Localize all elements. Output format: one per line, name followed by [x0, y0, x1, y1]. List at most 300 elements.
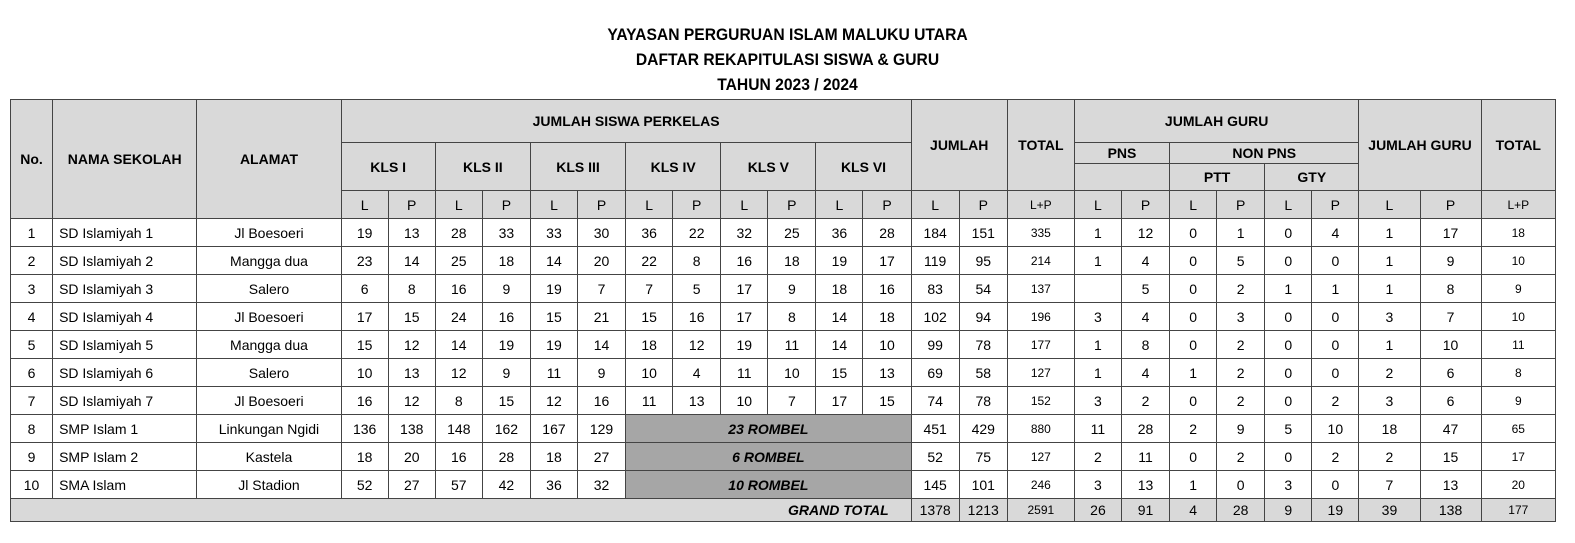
row-kls-value: 8 — [435, 387, 482, 415]
row-pns-l: 3 — [1074, 303, 1121, 331]
row-gty-l: 0 — [1265, 443, 1312, 471]
row-ptt-l: 0 — [1170, 275, 1217, 303]
row-alamat: Salero — [197, 275, 341, 303]
row-kls-value: 22 — [673, 219, 721, 247]
row-gty-l: 1 — [1265, 275, 1312, 303]
row-kls-value: 13 — [673, 387, 721, 415]
row-kls-value: 14 — [578, 331, 626, 359]
row-kls-value: 8 — [388, 275, 435, 303]
row-kls-value: 28 — [482, 443, 530, 471]
table-row — [11, 415, 1556, 443]
row-alamat: Salero — [197, 359, 341, 387]
row-kls-value: 33 — [482, 219, 530, 247]
row-pns-p: 13 — [1121, 471, 1169, 499]
row-gty-p: 0 — [1312, 303, 1359, 331]
table-row — [11, 331, 1556, 359]
row-kls-value: 148 — [435, 415, 482, 443]
row-kls-value: 10 — [768, 359, 816, 387]
row-pns-p: 12 — [1121, 219, 1169, 247]
row-jg-l: 1 — [1359, 219, 1420, 247]
row-gty-p: 10 — [1312, 415, 1359, 443]
total2-lp: L+P — [1481, 191, 1555, 219]
row-kls-value: 15 — [341, 331, 388, 359]
row-kls-value: 18 — [530, 443, 577, 471]
row-total-guru: 20 — [1481, 471, 1555, 499]
kls3-l: L — [530, 191, 577, 219]
row-alamat: Jl Boesoeri — [197, 387, 341, 415]
row-nama-sekolah: SD Islamiyah 4 — [53, 303, 197, 331]
row-kls-value: 27 — [578, 443, 626, 471]
row-nama-sekolah: SMP Islam 2 — [53, 443, 197, 471]
row-gty-p: 0 — [1312, 359, 1359, 387]
row-kls-value: 19 — [816, 247, 863, 275]
row-kls-value: 5 — [673, 275, 721, 303]
row-total-guru: 9 — [1481, 387, 1555, 415]
row-no: 7 — [11, 387, 53, 415]
row-no: 5 — [11, 331, 53, 359]
row-gty-l: 0 — [1265, 303, 1312, 331]
grand-total-label: GRAND TOTAL — [11, 499, 912, 522]
row-jg-l: 3 — [1359, 303, 1420, 331]
table-row — [11, 275, 1556, 303]
row-kls-value: 14 — [388, 247, 435, 275]
jg-p: P — [1420, 191, 1481, 219]
row-no: 1 — [11, 219, 53, 247]
row-alamat: Jl Boesoeri — [197, 219, 341, 247]
row-alamat: Mangga dua — [197, 247, 341, 275]
row-kls-value: 16 — [482, 303, 530, 331]
row-kls-value: 10 — [341, 359, 388, 387]
row-jg-p: 13 — [1420, 471, 1481, 499]
row-alamat: Jl Boesoeri — [197, 303, 341, 331]
row-no: 10 — [11, 471, 53, 499]
kls5-l: L — [721, 191, 768, 219]
row-kls-value: 22 — [626, 247, 673, 275]
row-nama-sekolah: SD Islamiyah 1 — [53, 219, 197, 247]
col-header-jumlah-guru: JUMLAH GURU — [1359, 100, 1481, 191]
row-ptt-l: 1 — [1170, 471, 1217, 499]
row-kls-value: 25 — [768, 219, 816, 247]
col-header-alamat: ALAMAT — [197, 100, 341, 219]
row-total: 196 — [1007, 303, 1074, 331]
row-kls-value: 19 — [482, 331, 530, 359]
row-total-guru: 10 — [1481, 247, 1555, 275]
row-kls-value: 12 — [388, 387, 435, 415]
row-jg-p: 7 — [1420, 303, 1481, 331]
grand-pns-l: 26 — [1074, 499, 1121, 522]
row-jg-p: 6 — [1420, 359, 1481, 387]
row-kls-value: 17 — [721, 275, 768, 303]
row-kls-value: 136 — [341, 415, 388, 443]
col-header-jumlah: JUMLAH — [911, 100, 1007, 191]
row-kls-value: 9 — [578, 359, 626, 387]
row-kls-value: 6 — [341, 275, 388, 303]
row-nama-sekolah: SD Islamiyah 2 — [53, 247, 197, 275]
row-gty-p: 0 — [1312, 471, 1359, 499]
row-total: 246 — [1007, 471, 1074, 499]
kls6-p: P — [863, 191, 911, 219]
row-kls-value: 9 — [768, 275, 816, 303]
row-nama-sekolah: SMA Islam — [53, 471, 197, 499]
table-row — [11, 359, 1556, 387]
row-pns-l: 1 — [1074, 331, 1121, 359]
row-jumlah-p: 95 — [959, 247, 1007, 275]
row-ptt-p: 2 — [1217, 443, 1265, 471]
row-kls-value: 52 — [341, 471, 388, 499]
row-jumlah-l: 52 — [911, 443, 959, 471]
grand-total: 2591 — [1007, 499, 1074, 522]
row-ptt-p: 1 — [1217, 219, 1265, 247]
row-gty-p: 0 — [1312, 331, 1359, 359]
row-kls-value: 16 — [435, 275, 482, 303]
ptt-l: L — [1170, 191, 1217, 219]
jg-l: L — [1359, 191, 1420, 219]
row-jg-p: 47 — [1420, 415, 1481, 443]
kls5-p: P — [768, 191, 816, 219]
table-row — [11, 443, 1556, 471]
grand-jg-p: 138 — [1420, 499, 1481, 522]
kls1-l: L — [341, 191, 388, 219]
row-gty-l: 0 — [1265, 387, 1312, 415]
row-jg-p: 10 — [1420, 331, 1481, 359]
row-kls-value: 15 — [388, 303, 435, 331]
row-ptt-p: 2 — [1217, 331, 1265, 359]
row-gty-p: 2 — [1312, 387, 1359, 415]
kls6-l: L — [816, 191, 863, 219]
title-report: DAFTAR REKAPITULASI SISWA & GURU — [635, 50, 940, 69]
grand-total-row — [11, 499, 1556, 522]
row-kls-value: 129 — [578, 415, 626, 443]
row-kls-value: 18 — [863, 303, 911, 331]
row-kls-value: 11 — [768, 331, 816, 359]
row-kls-value: 15 — [482, 387, 530, 415]
row-kls-value: 17 — [341, 303, 388, 331]
row-pns-p: 4 — [1121, 359, 1169, 387]
row-pns-l — [1074, 275, 1121, 303]
row-kls-value: 19 — [530, 331, 577, 359]
row-kls-value: 8 — [768, 303, 816, 331]
row-pns-p: 4 — [1121, 303, 1169, 331]
row-nama-sekolah: SD Islamiyah 5 — [53, 331, 197, 359]
row-jumlah-l: 451 — [911, 415, 959, 443]
row-ptt-l: 2 — [1170, 415, 1217, 443]
grand-pns-p: 91 — [1121, 499, 1169, 522]
col-header-jumlah-guru-group: JUMLAH GURU — [1074, 100, 1358, 143]
row-ptt-l: 0 — [1170, 247, 1217, 275]
row-kls-value: 18 — [816, 275, 863, 303]
row-jumlah-l: 83 — [911, 275, 959, 303]
col-header-ptt: PTT — [1170, 164, 1265, 191]
col-header-kls-5: KLS V — [721, 143, 816, 191]
row-kls-value: 9 — [482, 275, 530, 303]
row-kls-value: 13 — [388, 359, 435, 387]
row-kls-value: 16 — [863, 275, 911, 303]
row-jg-l: 2 — [1359, 359, 1420, 387]
row-no: 3 — [11, 275, 53, 303]
row-kls-value: 138 — [388, 415, 435, 443]
row-alamat: Jl Stadion — [197, 471, 341, 499]
row-ptt-p: 0 — [1217, 471, 1265, 499]
row-total: 177 — [1007, 331, 1074, 359]
row-kls-value: 7 — [768, 387, 816, 415]
row-ptt-p: 2 — [1217, 387, 1265, 415]
col-header-non-pns: NON PNS — [1170, 143, 1359, 164]
grand-jumlah-l: 1378 — [911, 499, 959, 522]
row-ptt-l: 0 — [1170, 303, 1217, 331]
row-nama-sekolah: SMP Islam 1 — [53, 415, 197, 443]
row-kls-value: 11 — [721, 359, 768, 387]
row-jg-l: 2 — [1359, 443, 1420, 471]
row-gty-p: 0 — [1312, 247, 1359, 275]
row-kls-value: 11 — [530, 359, 577, 387]
ptt-p: P — [1217, 191, 1265, 219]
row-jumlah-l: 102 — [911, 303, 959, 331]
row-rombel-note: 6 ROMBEL — [626, 443, 912, 471]
row-jumlah-p: 429 — [959, 415, 1007, 443]
row-total-guru: 17 — [1481, 443, 1555, 471]
row-jumlah-p: 151 — [959, 219, 1007, 247]
row-no: 8 — [11, 415, 53, 443]
row-kls-value: 18 — [482, 247, 530, 275]
row-total: 335 — [1007, 219, 1074, 247]
row-gty-l: 0 — [1265, 331, 1312, 359]
row-kls-value: 36 — [816, 219, 863, 247]
row-gty-p: 4 — [1312, 219, 1359, 247]
col-header-no: No. — [11, 100, 53, 219]
row-kls-value: 16 — [341, 387, 388, 415]
row-kls-value: 18 — [768, 247, 816, 275]
row-jumlah-p: 78 — [959, 331, 1007, 359]
row-kls-value: 17 — [816, 387, 863, 415]
row-pns-p: 2 — [1121, 387, 1169, 415]
row-jumlah-p: 94 — [959, 303, 1007, 331]
row-kls-value: 11 — [626, 387, 673, 415]
row-total: 137 — [1007, 275, 1074, 303]
row-pns-l: 2 — [1074, 443, 1121, 471]
row-total-guru: 11 — [1481, 331, 1555, 359]
row-jg-l: 1 — [1359, 247, 1420, 275]
kls2-p: P — [482, 191, 530, 219]
row-kls-value: 16 — [578, 387, 626, 415]
row-kls-value: 15 — [863, 387, 911, 415]
kls2-l: L — [435, 191, 482, 219]
row-jg-l: 3 — [1359, 387, 1420, 415]
row-jg-l: 7 — [1359, 471, 1420, 499]
row-ptt-l: 1 — [1170, 359, 1217, 387]
col-header-nama-sekolah: NAMA SEKOLAH — [53, 100, 197, 219]
table-row — [11, 303, 1556, 331]
row-kls-value: 19 — [721, 331, 768, 359]
row-rombel-note: 23 ROMBEL — [626, 415, 912, 443]
row-kls-value: 32 — [721, 219, 768, 247]
row-jumlah-p: 78 — [959, 387, 1007, 415]
row-kls-value: 28 — [435, 219, 482, 247]
row-kls-value: 162 — [482, 415, 530, 443]
row-ptt-p: 2 — [1217, 359, 1265, 387]
grand-gty-l: 9 — [1265, 499, 1312, 522]
row-pns-l: 3 — [1074, 387, 1121, 415]
row-total: 152 — [1007, 387, 1074, 415]
row-pns-p: 4 — [1121, 247, 1169, 275]
kls4-p: P — [673, 191, 721, 219]
grand-jg-l: 39 — [1359, 499, 1420, 522]
report-title-block — [63, 22, 1512, 97]
row-kls-value: 36 — [530, 471, 577, 499]
row-kls-value: 32 — [578, 471, 626, 499]
row-jg-p: 15 — [1420, 443, 1481, 471]
title-year: TAHUN 2023 / 2024 — [717, 75, 858, 94]
row-kls-value: 13 — [388, 219, 435, 247]
row-gty-p: 2 — [1312, 443, 1359, 471]
row-nama-sekolah: SD Islamiyah 6 — [53, 359, 197, 387]
row-kls-value: 21 — [578, 303, 626, 331]
row-kls-value: 7 — [626, 275, 673, 303]
row-jg-l: 18 — [1359, 415, 1420, 443]
row-jumlah-p: 101 — [959, 471, 1007, 499]
grand-jumlah-p: 1213 — [959, 499, 1007, 522]
row-kls-value: 19 — [341, 219, 388, 247]
row-ptt-l: 0 — [1170, 219, 1217, 247]
row-kls-value: 17 — [863, 247, 911, 275]
row-pns-p: 11 — [1121, 443, 1169, 471]
row-kls-value: 12 — [530, 387, 577, 415]
row-total: 880 — [1007, 415, 1074, 443]
row-alamat: Mangga dua — [197, 331, 341, 359]
row-kls-value: 13 — [863, 359, 911, 387]
table-row — [11, 247, 1556, 275]
row-alamat: Kastela — [197, 443, 341, 471]
row-kls-value: 27 — [388, 471, 435, 499]
row-pns-l: 1 — [1074, 219, 1121, 247]
row-jumlah-l: 119 — [911, 247, 959, 275]
row-kls-value: 19 — [530, 275, 577, 303]
grand-gty-p: 19 — [1312, 499, 1359, 522]
row-kls-value: 30 — [578, 219, 626, 247]
row-total: 214 — [1007, 247, 1074, 275]
row-kls-value: 16 — [721, 247, 768, 275]
row-no: 2 — [11, 247, 53, 275]
row-kls-value: 10 — [626, 359, 673, 387]
kls3-p: P — [578, 191, 626, 219]
row-kls-value: 9 — [482, 359, 530, 387]
row-ptt-l: 0 — [1170, 331, 1217, 359]
row-jg-l: 1 — [1359, 275, 1420, 303]
pns-l: L — [1074, 191, 1121, 219]
row-ptt-l: 0 — [1170, 387, 1217, 415]
col-header-kls-6: KLS VI — [816, 143, 911, 191]
row-gty-l: 3 — [1265, 471, 1312, 499]
row-pns-l: 1 — [1074, 359, 1121, 387]
col-header-kls-4: KLS IV — [626, 143, 721, 191]
row-kls-value: 12 — [388, 331, 435, 359]
row-jumlah-l: 145 — [911, 471, 959, 499]
row-total: 127 — [1007, 443, 1074, 471]
row-jumlah-l: 74 — [911, 387, 959, 415]
row-kls-value: 15 — [816, 359, 863, 387]
row-gty-l: 0 — [1265, 359, 1312, 387]
row-kls-value: 16 — [435, 443, 482, 471]
row-ptt-p: 5 — [1217, 247, 1265, 275]
grand-ptt-l: 4 — [1170, 499, 1217, 522]
row-kls-value: 42 — [482, 471, 530, 499]
row-kls-value: 14 — [530, 247, 577, 275]
title-foundation: YAYASAN PERGURUAN ISLAM MALUKU UTARA — [607, 25, 968, 44]
row-pns-p: 5 — [1121, 275, 1169, 303]
kls1-p: P — [388, 191, 435, 219]
row-rombel-note: 10 ROMBEL — [626, 471, 912, 499]
row-ptt-p: 2 — [1217, 275, 1265, 303]
gty-p: P — [1312, 191, 1359, 219]
jumlah-p: P — [959, 191, 1007, 219]
row-kls-value: 16 — [673, 303, 721, 331]
row-pns-l: 11 — [1074, 415, 1121, 443]
row-pns-p: 28 — [1121, 415, 1169, 443]
row-kls-value: 36 — [626, 219, 673, 247]
row-gty-l: 0 — [1265, 247, 1312, 275]
row-pns-l: 3 — [1074, 471, 1121, 499]
table-row — [11, 471, 1556, 499]
table-body — [11, 219, 1556, 522]
row-kls-value: 4 — [673, 359, 721, 387]
row-kls-value: 25 — [435, 247, 482, 275]
row-nama-sekolah: SD Islamiyah 7 — [53, 387, 197, 415]
row-jg-p: 17 — [1420, 219, 1481, 247]
row-kls-value: 15 — [530, 303, 577, 331]
row-kls-value: 167 — [530, 415, 577, 443]
row-kls-value: 20 — [388, 443, 435, 471]
row-no: 4 — [11, 303, 53, 331]
grand-ptt-p: 28 — [1217, 499, 1265, 522]
grand-total-guru: 177 — [1481, 499, 1555, 522]
kls4-l: L — [626, 191, 673, 219]
pns-spacer — [1074, 164, 1169, 191]
row-total: 127 — [1007, 359, 1074, 387]
row-total-guru: 65 — [1481, 415, 1555, 443]
col-header-total: TOTAL — [1007, 100, 1074, 191]
row-jg-p: 9 — [1420, 247, 1481, 275]
row-kls-value: 8 — [673, 247, 721, 275]
row-kls-value: 23 — [341, 247, 388, 275]
row-total-guru: 8 — [1481, 359, 1555, 387]
row-kls-value: 20 — [578, 247, 626, 275]
row-gty-p: 1 — [1312, 275, 1359, 303]
col-header-kls-3: KLS III — [530, 143, 625, 191]
gty-l: L — [1265, 191, 1312, 219]
row-pns-p: 8 — [1121, 331, 1169, 359]
row-total-guru: 9 — [1481, 275, 1555, 303]
row-kls-value: 57 — [435, 471, 482, 499]
pns-p: P — [1121, 191, 1169, 219]
row-kls-value: 28 — [863, 219, 911, 247]
row-kls-value: 18 — [626, 331, 673, 359]
row-jg-p: 6 — [1420, 387, 1481, 415]
row-jumlah-p: 75 — [959, 443, 1007, 471]
row-ptt-l: 0 — [1170, 443, 1217, 471]
row-ptt-p: 9 — [1217, 415, 1265, 443]
row-kls-value: 14 — [816, 303, 863, 331]
table-row — [11, 387, 1556, 415]
row-kls-value: 18 — [341, 443, 388, 471]
table-row — [11, 219, 1556, 247]
row-nama-sekolah: SD Islamiyah 3 — [53, 275, 197, 303]
row-kls-value: 12 — [673, 331, 721, 359]
row-ptt-p: 3 — [1217, 303, 1265, 331]
row-jg-p: 8 — [1420, 275, 1481, 303]
row-jg-l: 1 — [1359, 331, 1420, 359]
row-kls-value: 15 — [626, 303, 673, 331]
row-jumlah-p: 54 — [959, 275, 1007, 303]
row-no: 9 — [11, 443, 53, 471]
